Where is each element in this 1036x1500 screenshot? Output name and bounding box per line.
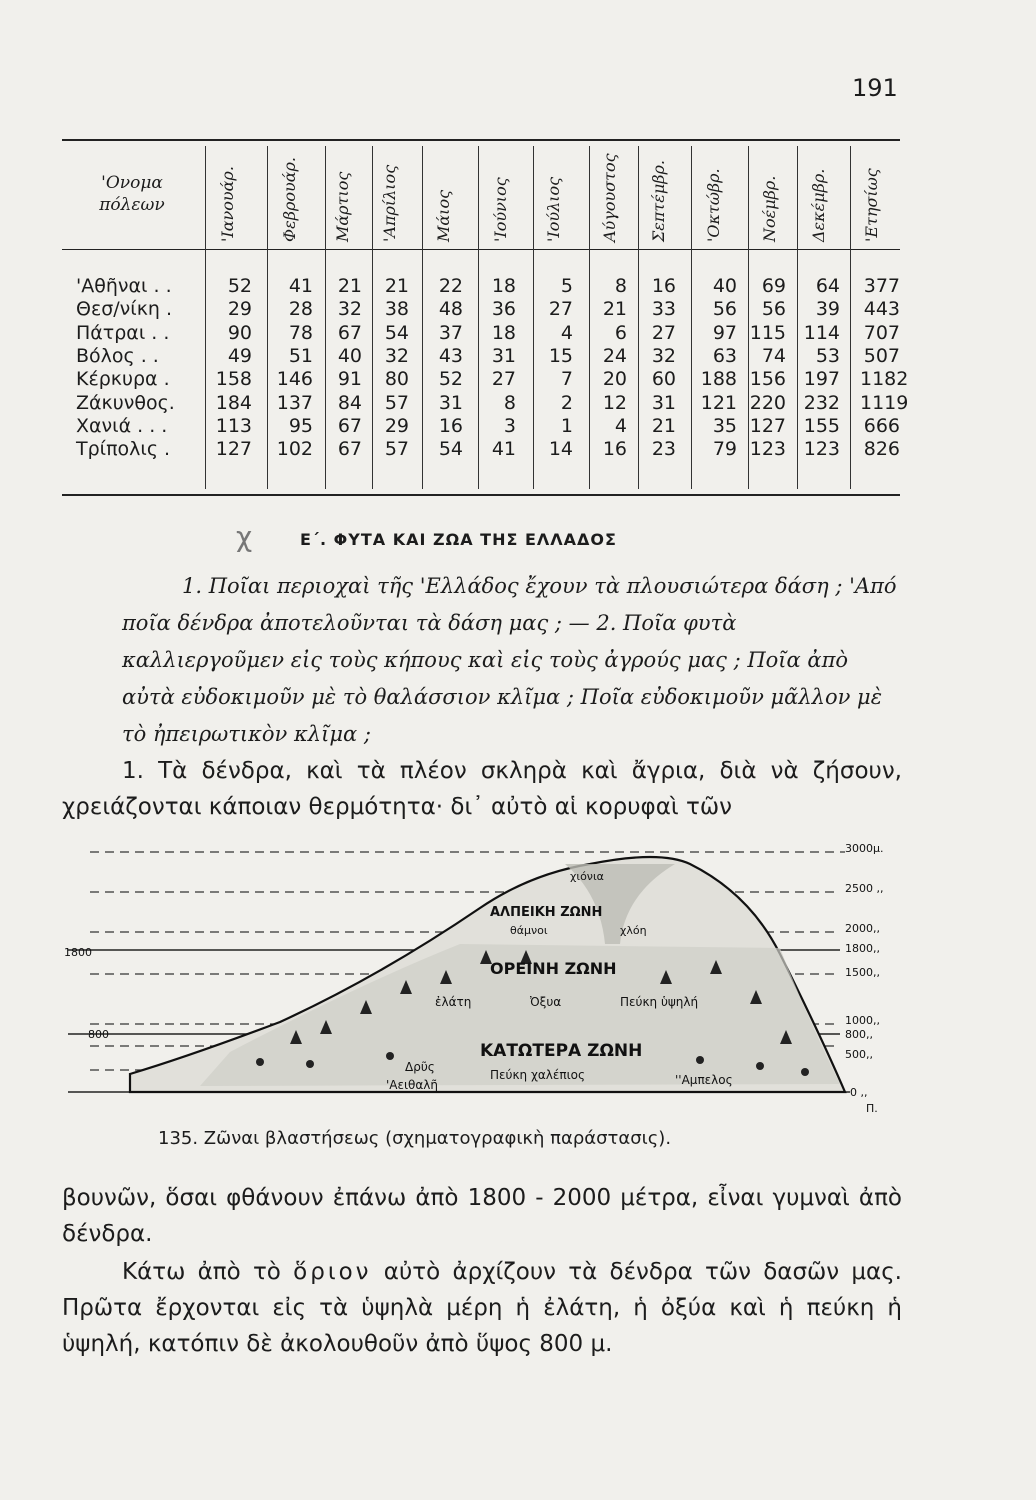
table-column-divider: [205, 146, 206, 489]
table-cell: 184: [215, 391, 252, 414]
table-cell: 24: [602, 344, 627, 367]
plant-label: Πεύκη χαλέπιος: [490, 1068, 586, 1082]
table-cell: 232: [803, 391, 840, 414]
table-cell: 21: [651, 414, 676, 437]
table-month-header: 'Ετησίως: [862, 168, 881, 242]
table-column-divider: [850, 146, 851, 489]
table-cell: 5: [560, 275, 573, 297]
table-cell: 137: [276, 391, 313, 414]
paragraph-2-rest: αὐτὸ ἀρχίζουν τὰ δένδρα τῶν δασῶν μας. Πρῶτα ἔρχονται εἰς τὰ ὑψηλὰ μέρη ἡ ἐλάτη, ἡ ὀξύα καὶ ἡ πεύκη ἡ ὑψηλή, κατόπιν δὲ ἀκολουθοῦν ἀπὸ ὕψος 800 μ.: [62, 1259, 902, 1357]
table-cell: 41: [491, 438, 516, 461]
table-cell: 14: [548, 438, 573, 461]
table-cell: 56: [761, 298, 786, 321]
plant-label: ἐλάτη: [435, 995, 472, 1009]
paragraph-1-continued-text: βουνῶν, ὅσαι φθάνουν ἐπάνω ἀπὸ 1800 - 2000 μέτρα, εἶναι γυμναὶ ἀπὸ δένδρα.: [62, 1185, 902, 1247]
table-cell: 69: [761, 275, 786, 297]
paragraph-1-continued: [62, 1180, 902, 1252]
table-cell: 67: [337, 414, 362, 437]
table-cell: 1: [560, 414, 573, 437]
table-cell: 31: [491, 344, 516, 367]
table-cell: 21: [384, 275, 409, 297]
table-month-header: Αύγουστος: [600, 153, 619, 242]
table-cell: 155: [803, 414, 840, 437]
table-month-header: 'Ιούλιος: [544, 176, 563, 242]
table-month-header: Μάρτιος: [333, 171, 352, 242]
table-cell: 15: [548, 344, 573, 367]
paragraph-2-spaced-word: ὅριον: [293, 1259, 372, 1285]
table-cell: 57: [384, 391, 409, 414]
table-cell: 54: [438, 438, 463, 461]
table-cell: 48: [438, 298, 463, 321]
plant-label: 'Αειθαλῆ: [386, 1078, 439, 1092]
table-cell: 29: [227, 298, 252, 321]
table-cell: 6: [614, 321, 627, 344]
table-cell: 67: [337, 321, 362, 344]
table-cell: 60: [651, 368, 676, 391]
table-month-header: 'Οκτώβρ.: [704, 168, 723, 242]
table-cell: 84: [337, 391, 362, 414]
questions-paragraph: [122, 568, 902, 753]
table-cell: 3: [503, 414, 516, 437]
plant-label: χλόη: [620, 924, 647, 937]
table-cell: 4: [614, 414, 627, 437]
table-cell: 102: [276, 438, 313, 461]
table-cell: 23: [651, 438, 676, 461]
scale-label: 2500 ,,: [845, 882, 884, 895]
table-month-header: 'Απρίλιος: [380, 164, 399, 242]
table-cell: 78: [288, 321, 313, 344]
scale-label: 500,,: [845, 1048, 873, 1061]
table-cell: 40: [712, 275, 737, 297]
scale-label: 800,,: [845, 1028, 873, 1041]
section-title: Ε΄. ΦΥΤΑ ΚΑΙ ΖΩΑ ΤΗΣ ΕΛΛΑΔΟΣ: [300, 530, 617, 549]
table-month-header: Δεκέμβρ.: [809, 168, 828, 242]
table-name-header-line: πόλεων: [99, 195, 165, 215]
plant-label: ''Αμπελος: [675, 1073, 733, 1087]
paragraph-1: [62, 753, 902, 825]
table-cell: 32: [384, 344, 409, 367]
table-cell: 52: [227, 275, 252, 297]
table-cell: 21: [602, 298, 627, 321]
table-cell: 18: [491, 275, 516, 297]
table-cell: 666: [863, 414, 900, 437]
table-cell: 127: [215, 438, 252, 461]
table-cell: 4: [560, 321, 573, 344]
table-cell: 12: [602, 391, 627, 414]
table-city-name: Χανιά . . .: [76, 414, 168, 437]
table-column-divider: [267, 146, 268, 489]
paragraph-2-text: [62, 1254, 902, 1362]
table-cell: 91: [337, 368, 362, 391]
scale-label: 1500,,: [845, 966, 880, 979]
alpine-zone-label: ΑΛΠΕΙΚΗ ΖΩΝΗ: [490, 905, 603, 920]
table-cell: 8: [503, 391, 516, 414]
table-month-header: Σεπτέμβρ.: [649, 160, 668, 242]
table-cell: 156: [749, 368, 786, 391]
plant-label: Πεύκη ὑψηλή: [620, 995, 699, 1009]
table-column-divider: [691, 146, 692, 489]
plant-label: Δρῦς: [405, 1060, 435, 1074]
table-cell: 32: [651, 344, 676, 367]
table-cell: 21: [337, 275, 362, 297]
table-name-header-line: 'Ονομα: [101, 173, 163, 193]
scale-label: 1000,,: [845, 1014, 880, 1027]
scale-label: 2000,,: [845, 922, 880, 935]
table-cell: 1119: [860, 391, 909, 414]
mountain-zone-label: ΟΡΕΙΝΗ ΖΩΝΗ: [490, 959, 617, 978]
table-cell: 57: [384, 438, 409, 461]
table-top-rule: [62, 139, 900, 141]
table-cell: 27: [651, 321, 676, 344]
plant-label: χιόνια: [570, 870, 604, 883]
table-cell: 146: [276, 368, 313, 391]
table-cell: 377: [863, 275, 900, 297]
table-cell: 1182: [860, 368, 909, 391]
scale-label: 1800,,: [845, 942, 880, 955]
table-cell: 16: [602, 438, 627, 461]
table-month-header: Νοέμβρ.: [760, 175, 779, 242]
questions-text: 1. Ποῖαι περιοχαὶ τῆς 'Ελλάδος ἔχουν τὰ πλουσιώτερα δάση ; 'Από ποῖα δένδρα ἀποτελοῦνται τὰ δάση μας ; — 2. Ποῖα φυτὰ καλλιεργοῦμεν εἰς τοὺς κήπους καὶ εἰς τοὺς ἀγρούς μας ; Ποῖα ἀπὸ αὐτὰ εὐδοκιμοῦν μὲ τὸ θαλάσσιον κλῖμα ; Ποῖα εὐδοκιμοῦν μᾶλλον μὲ τὸ ἠπειρωτικὸν κλῖμα ;: [122, 574, 897, 746]
table-cell: 16: [438, 414, 463, 437]
table-cell: 507: [863, 344, 900, 367]
table-cell: 188: [700, 368, 737, 391]
table-cell: 31: [438, 391, 463, 414]
table-month-header: Μάιος: [434, 189, 453, 242]
table-cell: 220: [749, 391, 786, 414]
table-cell: 7: [560, 368, 573, 391]
table-cell: 41: [288, 275, 313, 297]
vegetation-zones-diagram: [60, 834, 920, 1124]
plant-label: Ὀξυα: [530, 995, 562, 1009]
table-month-header: 'Ιανουάρ.: [218, 166, 237, 242]
sea-level-mark: Π.: [866, 1102, 878, 1115]
table-cell: 127: [749, 414, 786, 437]
table-cell: 79: [712, 438, 737, 461]
scale-label: 3000μ.: [845, 842, 884, 855]
table-cell: 38: [384, 298, 409, 321]
table-header-rule: [62, 249, 900, 250]
table-city-name: Ζάκυνθος.: [76, 391, 175, 414]
table-cell: 826: [863, 438, 900, 461]
table-cell: 43: [438, 344, 463, 367]
table-cell: 114: [803, 321, 840, 344]
table-cell: 63: [712, 344, 737, 367]
table-cell: 97: [712, 321, 737, 344]
figure-caption: 135. Ζῶναι βλαστήσεως (σχηματογραφικὴ παράστασις).: [158, 1128, 672, 1149]
table-cell: 56: [712, 298, 737, 321]
table-city-name: Κέρκυρα .: [76, 368, 170, 391]
table-cell: 18: [491, 321, 516, 344]
table-city-name: Βόλος . .: [76, 344, 159, 367]
table-cell: 123: [749, 438, 786, 461]
table-cell: 35: [712, 414, 737, 437]
table-cell: 158: [215, 368, 252, 391]
table-cell: 31: [651, 391, 676, 414]
table-cell: 707: [863, 321, 900, 344]
table-cell: 32: [337, 298, 362, 321]
table-cell: 121: [700, 391, 737, 414]
table-cell: 197: [803, 368, 840, 391]
table-cell: 443: [863, 298, 900, 321]
table-cell: 40: [337, 344, 362, 367]
left-scale-label: 800: [88, 1028, 109, 1041]
table-cell: 37: [438, 321, 463, 344]
paragraph-2: [62, 1254, 902, 1362]
table-cell: 51: [288, 344, 313, 367]
scale-label: 0 ,,: [850, 1086, 868, 1099]
plant-label: θάμνοι: [510, 924, 548, 937]
table-cell: 113: [215, 414, 252, 437]
table-cell: 27: [548, 298, 573, 321]
table-cell: 49: [227, 344, 252, 367]
table-city-name: 'Αθῆναι . .: [76, 275, 172, 297]
table-name-header: [72, 172, 192, 216]
table-cell: 115: [749, 321, 786, 344]
table-cell: 2: [560, 391, 573, 414]
table-cell: 33: [651, 298, 676, 321]
table-cell: 53: [815, 344, 840, 367]
table-city-name: Θεσ/νίκη .: [76, 298, 173, 321]
table-cell: 27: [491, 368, 516, 391]
table-cell: 80: [384, 368, 409, 391]
page-number: 191: [852, 74, 898, 102]
table-city-name: Τρίπολις .: [76, 438, 171, 461]
table-cell: 36: [491, 298, 516, 321]
table-cell: 54: [384, 321, 409, 344]
table-cell: 20: [602, 368, 627, 391]
table-cell: 8: [614, 275, 627, 297]
table-cell: 16: [651, 275, 676, 297]
table-cell: 64: [815, 275, 840, 297]
table-cell: 39: [815, 298, 840, 321]
left-scale-label: 1800: [64, 946, 92, 959]
paragraph-2-prefix: Κάτω ἀπὸ τὸ: [122, 1259, 281, 1285]
table-cell: 67: [337, 438, 362, 461]
table-cell: 52: [438, 368, 463, 391]
table-month-header: 'Ιούνιος: [491, 177, 510, 242]
table-cell: 95: [288, 414, 313, 437]
table-cell: 29: [384, 414, 409, 437]
table-cell: 74: [761, 344, 786, 367]
pencil-mark: χ: [236, 520, 253, 553]
table-cell: 123: [803, 438, 840, 461]
table-month-header: Φεβρουάρ.: [280, 156, 299, 242]
table-cell: 28: [288, 298, 313, 321]
lower-zone-label: ΚΑΤΩΤΕΡΑ ΖΩΝΗ: [480, 1041, 643, 1061]
table-cell: 90: [227, 321, 252, 344]
paragraph-1-text: 1. Τὰ δένδρα, καὶ τὰ πλέον σκληρὰ καὶ ἄγρια, διὰ νὰ ζήσουν, χρειάζονται κάποιαν θερμότητα· δι᾽ αὐτὸ αἱ κορυφαὶ τῶν: [62, 758, 902, 820]
table-column-divider: [797, 146, 798, 489]
table-bottom-rule: [62, 494, 900, 496]
table-city-name: Πάτραι . .: [76, 321, 170, 344]
table-cell: 22: [438, 275, 463, 297]
